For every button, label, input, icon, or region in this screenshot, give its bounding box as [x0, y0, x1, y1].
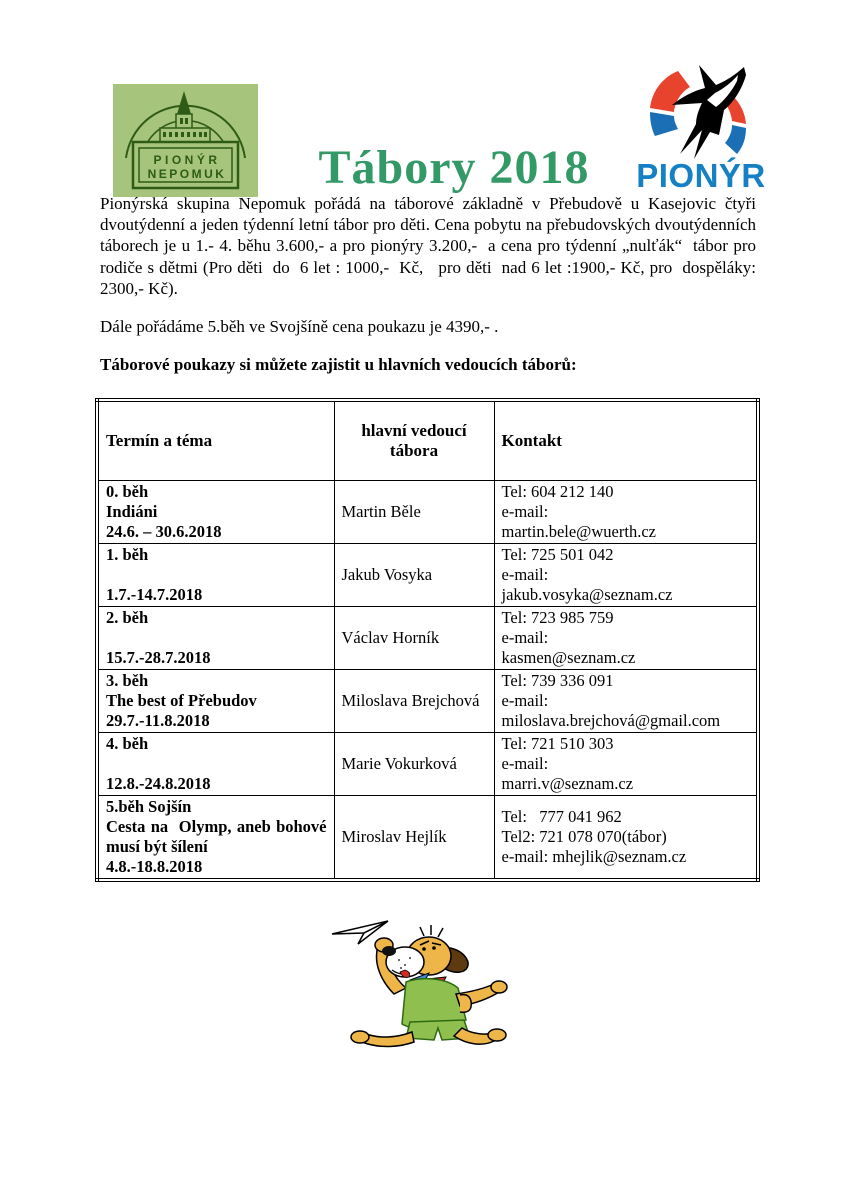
camp-leader: Václav Horník [334, 606, 494, 669]
camp-dates: 15.7.-28.7.2018 [106, 647, 211, 667]
table-header-row [97, 400, 758, 480]
camp-number: 0. běh [106, 481, 149, 501]
vouchers-heading: Táborové poukazy si můžete zajistit u hlavních vedoucích táborů: [100, 355, 577, 374]
contact-phone: Tel: 604 212 140 [501, 481, 614, 501]
header-hlavni-vedouci: hlavní vedoucí tábora [334, 400, 494, 480]
camp-dates: 29.7.-11.8.2018 [106, 710, 210, 730]
running-dog-image [328, 918, 520, 1056]
table-row [97, 543, 758, 606]
camp-dates: 12.8.-24.8.2018 [106, 773, 211, 793]
camp-leader: Miloslava Brejchová [334, 669, 494, 732]
camp-theme [106, 754, 327, 774]
contact-email-label: e-mail: [501, 564, 549, 584]
camp-number: 4. běh [106, 733, 149, 753]
contact-phone: Tel: 725 501 042 [501, 544, 614, 564]
contact-email: e-mail: mhejlik@seznam.cz [501, 846, 687, 866]
camp-theme: Indiáni [106, 501, 158, 521]
table-row [97, 669, 758, 732]
camp-leader: Marie Vokurková [334, 732, 494, 795]
contact-email: miloslava.brejchová@gmail.com [501, 710, 721, 730]
pionyr-logo [626, 62, 776, 195]
pionyr-swallow-icon [640, 62, 762, 162]
camp-theme [106, 565, 327, 585]
table-row [97, 606, 758, 669]
camp-number: 5.běh Sojšín [106, 796, 192, 816]
contact-email: kasmen@seznam.cz [501, 647, 636, 667]
camp-theme: Cesta na Olymp, aneb bohové musí být šílení [106, 816, 331, 856]
pionyr-logo-text: PIONÝR [636, 157, 766, 194]
camp-number: 1. běh [106, 544, 149, 564]
dog-mascot-icon [328, 918, 520, 1056]
page-title: Tábory 2018 [318, 141, 590, 194]
header-kontakt: Kontakt [494, 400, 758, 480]
svojsin-paragraph: Dále pořádáme 5.běh ve Svojšíně cena poukazu je 4390,- . [100, 317, 499, 336]
nepomuk-logo-word-2: NEPOMUK [147, 167, 227, 181]
contact-email-label: e-mail: [501, 627, 549, 647]
table-row [97, 732, 758, 795]
contact-email: marri.v@seznam.cz [501, 773, 634, 793]
camp-leader: Martin Běle [334, 480, 494, 543]
camp-number: 2. běh [106, 607, 149, 627]
contact-email-label: e-mail: [501, 690, 549, 710]
camp-dates: 1.7.-14.7.2018 [106, 584, 203, 604]
camp-number: 3. běh [106, 670, 149, 690]
contact-phone: Tel: 739 336 091 [501, 670, 614, 690]
header-termin-a-tema: Termín a téma [97, 400, 334, 480]
camp-theme [106, 628, 327, 648]
contact-email: martin.bele@wuerth.cz [501, 521, 656, 541]
camp-leader: Jakub Vosyka [334, 543, 494, 606]
camp-dates: 24.6. – 30.6.2018 [106, 521, 222, 541]
nepomuk-logo [113, 84, 258, 197]
table-row [97, 795, 758, 880]
nepomuk-church-icon [113, 84, 258, 197]
contact-phone-2: Tel2: 721 078 070(tábor) [501, 826, 667, 846]
contact-phone: Tel: 723 985 759 [501, 607, 614, 627]
contact-email-label: e-mail: [501, 753, 549, 773]
camp-leader: Miroslav Hejlík [334, 795, 494, 880]
camp-theme: The best of Přebudov [106, 690, 257, 710]
contact-phone: Tel: 721 510 303 [501, 733, 614, 753]
contact-email: jakub.vosyka@seznam.cz [501, 584, 673, 604]
intro-paragraph: Pionýrská skupina Nepomuk pořádá na táborové základně v Přebudově u Kasejovic čtyři dvoutýdenní a jeden týdenní letní tábor pro děti. Cena pobytu na přebudovských dvoutýdenních táborech je u 1.- 4. běhu 3.600,- a pro pionýry 3.200,- a cena pro týdenní „nulťák“ tábor pro rodiče s dětmi (Pro děti do 6 let : 1000,- Kč, pro děti nad 6 let :1900,- Kč, pro dospěláky: 2300,- Kč). [100, 194, 761, 298]
table-row [97, 480, 758, 543]
contact-phone: Tel: 777 041 962 [501, 806, 622, 826]
nepomuk-logo-word-1: PIONÝR [153, 153, 221, 167]
contact-email-label: e-mail: [501, 501, 549, 521]
camp-dates: 4.8.-18.8.2018 [106, 856, 203, 876]
camps-table [95, 398, 760, 882]
